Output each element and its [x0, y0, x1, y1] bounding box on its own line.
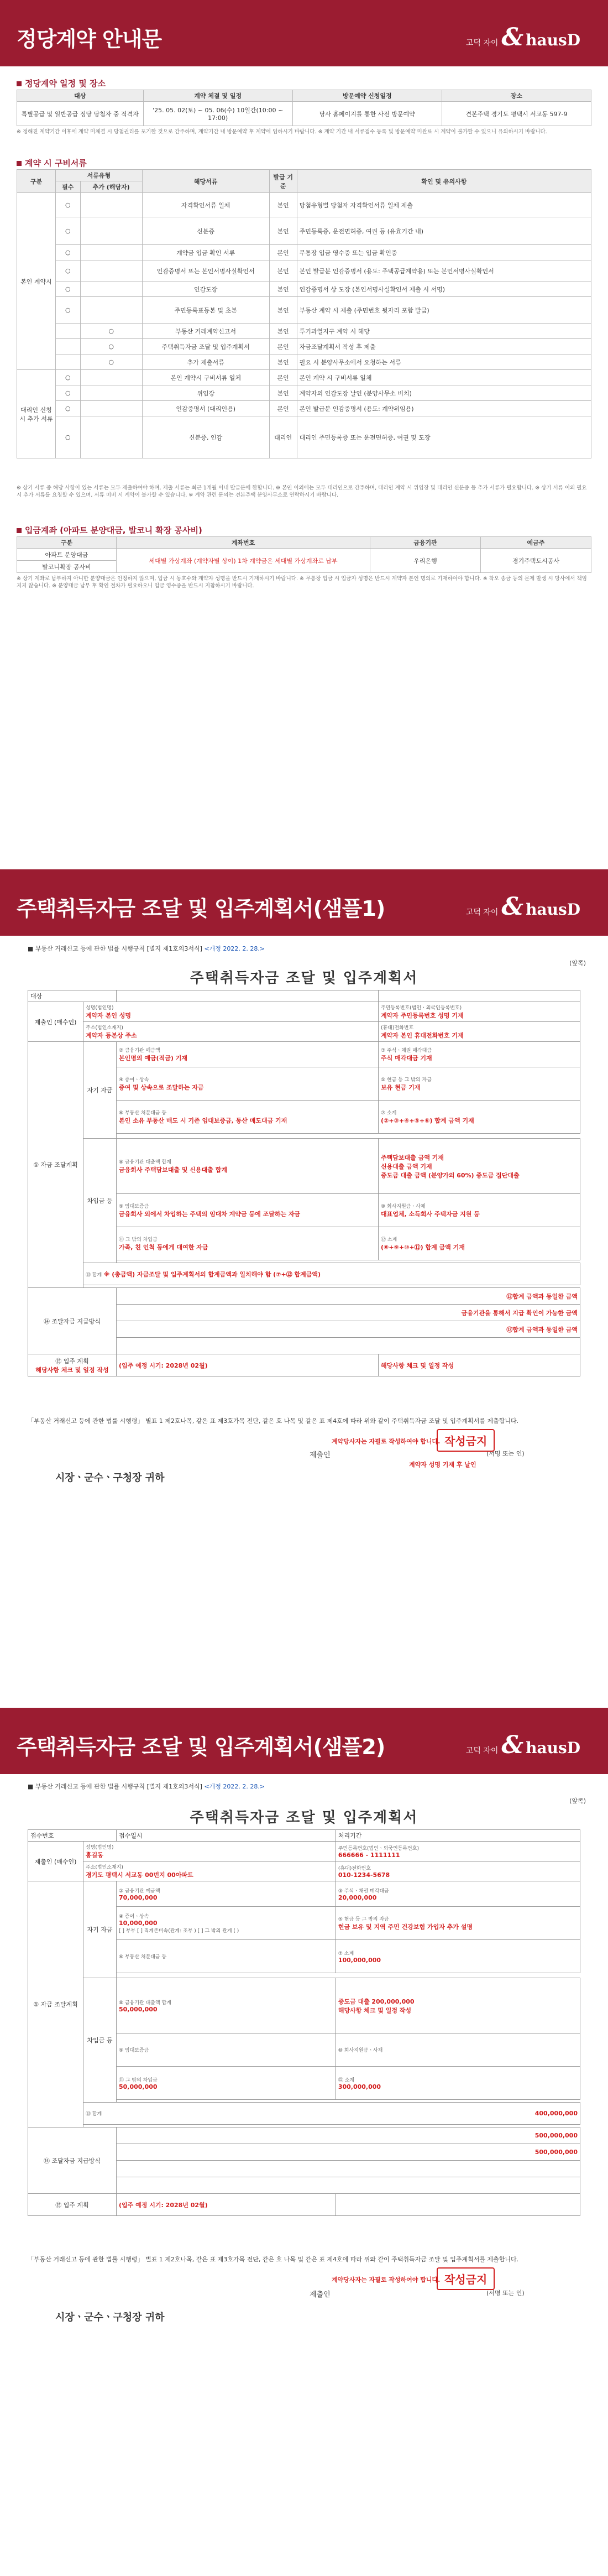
account-notes: ※ 상기 계좌로 납부하지 아니한 분양대금은 인정하지 않으며, 입금 시 동호수와 계약자 성명을 반드시 기재하시기 바랍니다. ※ 무통장 입금 시 입금자 성명은 반드시 계약자 본인 명의로 기재하여야 합니다. ※ 착오 송금 등의 문제 발생 시 당사에서 책임지지 않습니다. ※ 분양대금 납부 후 확인 절차가 필요하오니 입금 영수증을 반드시 지참하시기 바랍니다.	[17, 576, 587, 589]
sample2-form-title: 주택취득자금 조달 및 입주계획서	[190, 1810, 418, 1826]
sample1-form-table: 대상 제출인 (매수인) 성명(법인명) 계약자 본인 성명 주민등록번호(법인ㆍ외국인등록번호) 계약자 주민등록번호 성명 기재 주소(법인소재지) 계약자 등본상 주소 (휴대)전화번호 계약자 본인 휴대전화번호 기재 ① 자금 조달계획 자기 자금 ② 금융기관 예금액 본인명의 예금(적금) 기재 ③ 주식ㆍ채권 매각대금 주식 매각대금 기재 ④ 증여ㆍ상속 증여 및 상속으로 조달하는 자금 ⑤ 현금 등 그 밖의 자금 보유 현금 기재 ⑥ 부동산 처분대금 등 본인 소유 부동산 매도 시 기존 임대보증금, 동산 매도대금 기재 ⑦ 소계 (②+③+④+⑤+⑥) 합계 금액 기재 차입금 등 ⑧ 금융기관 대출액 합계 금융회사 주택담보대출 및 신용대출 합계 주택담보대출 금액 기재 신용대출 금액 기재 중도금 대출 금액 (분양가의 60%) 중도금 집단대출 ⑨ 임대보증금 금융회사 외에서 차입하는 주택의 임대차 계약금 등에 조달하는 자금 ⑩ 회사지원금ㆍ사채 대표업체, 소득회사 주택자금 지원 등 ⑪ 그 밖의 차입금 가족, 친 인척 등에게 대여한 자금 ⑫ 소계 (⑧+⑨+⑩+⑪) 합계 금액 기재 ⑬ 합계 ※ (총금액) 자금조달 및 입주계획서의 합계금액과 일치해야 함 (⑦+⑫ 합계금액) ⑭ 조달자금 지급방식 ⑬합계 금액과 동일한 금액 금융기관을 통해서 지급 확인이 가능한 금액 ⑬합계 금액과 동일한 금액 ⑮ 입주 계획 해당사항 체크 및 일정 작성 (입주 예정 시기: 2028년 02월) 해당사항 체크 및 일정 작성	[28, 990, 580, 1376]
sample2-banner	[0, 1708, 608, 1774]
documents-notes: ※ 상기 서류 중 해당 사항이 있는 서류는 모두 제출하여야 하며, 제출 서류는 최근 1개월 이내 발급분에 한합니다. ※ 본인 이외에는 모두 대리인으로 간주하며, 대리인 계약 시 위임장 및 대리인 신분증 등 추가 서류가 필요합니다. ※ 상기 서류 이외 필요 시 추가 서류를 요청할 수 있으며, 서류 미비 시 계약이 불가할 수 있습니다. ※ 계약 관련 문의는 견본주택 분양사무소로 연락하시기 바랍니다.	[17, 485, 587, 498]
sample1-banner	[0, 869, 608, 936]
sample1-title: 주택취득자금 조달 및 입주계획서(샘플1)	[17, 896, 385, 921]
brand-logo: 고덕 자이 & hausD	[465, 23, 580, 51]
sample2-form-table: 접수번호 접수일시 처리기간 제출인 (매수인) 성명(법인명) 홍길동 주민등록번호(법인ㆍ외국인등록번호) 666666 - 1111111 주소(법인소재지) 경기도 평택시 서교동 00번지 00아파트 (휴대)전화번호 010-1234-5678 ① 자금 조달계획 자기 자금 ② 금융기관 예금액 70,000,000 ③ 주식ㆍ채권 매각대금 20,000,000 ④ 증여ㆍ상속 10,000,000 [ ] 부부 [ ] 직계존비속(관계: 조부 ) [ ] 그 밖의 관계 ( ) ⑤ 현금 등 그 밖의 자금 현금 보유 및 지역 주민 건강보험 가입자 추가 설명 ⑥ 부동산 처분대금 등 ⑦ 소계 100,000,000 차입금 등 ⑧ 금융기관 대출액 합계 50,000,000 중도금 대출 200,000,000 해당사항 체크 및 일정 작성 ⑨ 임대보증금 ⑩ 회사지원금ㆍ사채 ⑪ 그 밖의 차입금 50,000,000 ⑫ 소계 300,000,000 ⑬ 합계 400,000,000 ⑭ 조달자금 지급방식 500,000,000 500,000,000 ⑮ 입주 계획 (입주 예정 시기: 2028년 02월)	[28, 1829, 580, 2216]
sample1-form-title: 주택취득자금 조달 및 입주계획서	[190, 970, 418, 987]
brand-logo: 고덕 자이 & hausD	[465, 893, 580, 921]
section-heading-docs: 계약 시 구비서류	[17, 157, 87, 169]
schedule-table: 대상 계약 체결 및 일정 방문예약 신청일정 장소 특별공급 및 일반공급 정당 당첨자 중 적격자 '25. 05. 02(토) ~ 05. 06(수) 10일간(10:00 ~ 17:00) 당사 홈페이지를 통한 사전 방문예약 견본주택 경기도 평택시 서교동 597-9	[17, 90, 591, 126]
account-table: 구분 계좌번호 금융기관 예금주 아파트 분양대금 세대별 가상계좌 (계약자별 상이) 1차 계약금은 세대별 가상계좌로 납부 우리은행 경기주택도시공사 발코니확장 공사비	[17, 536, 591, 573]
documents-table: 구분 서류유형 해당서류 발급 기준 확인 및 유의사항 필수 추가 (해당자) 본인 계약시 ○ 자격확인서류 일체 본인 당첨유형별 당첨자 자격확인서류 일체 제출 ○ 신분증 본인 주민등록증, 운전면허증, 여권 등 (유효기간 내) ○ 계약금 입금 확인 서류 본인 무통장 입금 영수증 또는 입금 확인증 ○ 인감증명서 또는 본인서명사실확인서 본인 본인 발급분 인감증명서 (용도: 주택공급계약용) 또는 본인서명사실확인서 ○ 인감도장 본인 인감증명서 상 도장 (본인서명사실확인서 제출 시 서명) ○ 주민등록표등본 및 초본 본인 부동산 계약 시 제출 (주민번호 뒷자리 포함 발급) ○ 부동산 거래계약신고서 본인 투기과열지구 계약 시 해당 ○ 주택취득자금 조달 및 입주계획서 본인 자금조달계획서 작성 후 제출 ○ 추가 제출서류 본인 필요 시 분양사무소에서 요청하는 서류 대리인 신청시 추가 서류 ○ 본인 계약시 구비서류 일체 본인 본인 계약 시 구비서류 일체 ○ 위임장 본인 계약자의 인감도장 날인 (분양사무소 비치) ○ 인감증명서 (대리인용) 본인 본인 발급분 인감증명서 (용도: 계약위임용) ○ 신분증, 인감 대리인 대리인 주민등록증 또는 운전면허증, 여권 및 도장	[17, 169, 591, 458]
section-heading-schedule: 정당계약 일정 및 장소	[17, 77, 106, 89]
notice-banner	[0, 0, 608, 66]
no-write-stamp: 작성금지	[437, 1429, 495, 1452]
schedule-notes: ※ 정해진 계약기간 이후에 계약 미체결 시 당첨권리를 포기한 것으로 간주하며, 계약기간 내 방문예약 후 계약에 임하시기 바랍니다. ※ 계약 기간 내 서류접수 등록 및 방문예약 미완료 시 계약이 불가할 수 있으니 유의하시기 바랍니다.	[17, 129, 547, 135]
notice-title: 정당계약 안내문	[17, 27, 162, 51]
section-heading-account: 입금계좌 (아파트 분양대금, 발코니 확장 공사비)	[17, 524, 202, 536]
no-write-stamp: 작성금지	[437, 2267, 495, 2290]
sample2-title: 주택취득자금 조달 및 입주계획서(샘플2)	[17, 1735, 385, 1759]
brand-logo: 고덕 자이 & hausD	[465, 1731, 580, 1759]
